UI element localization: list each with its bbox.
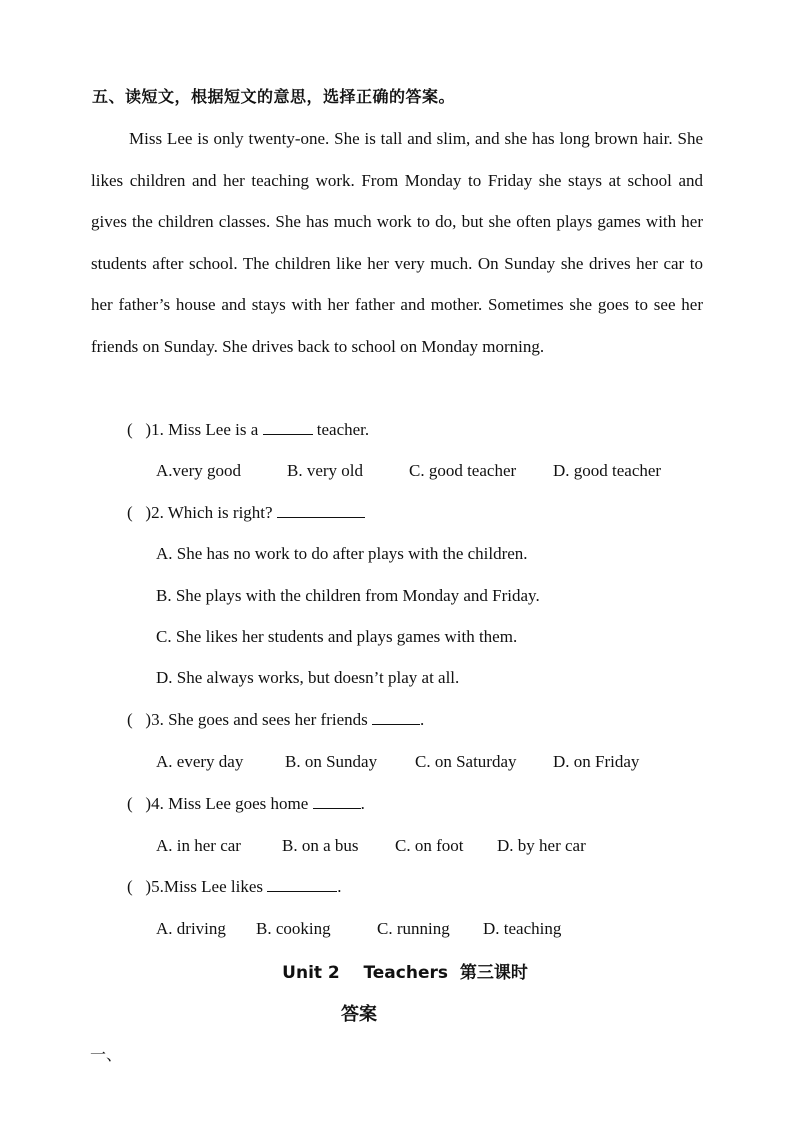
option-c: C. on foot — [395, 836, 464, 855]
answer-blank — [313, 794, 361, 809]
option-a: A.very good — [156, 461, 241, 480]
answer-blank — [263, 420, 313, 435]
question-3 — [127, 710, 424, 730]
question-stem: ( )3. She goes and sees her friends — [127, 710, 373, 729]
question-1 — [127, 420, 369, 440]
option-c: C. running — [377, 919, 450, 938]
question-stem: ( )1. Miss Lee is a — [127, 420, 263, 439]
option-d: D. on Friday — [553, 752, 640, 771]
question-4 — [127, 794, 365, 814]
option-a: A. driving — [156, 919, 226, 938]
question-5 — [127, 877, 341, 897]
option-b: B. on Sunday — [285, 752, 378, 771]
answer-blank — [277, 503, 365, 518]
option-b: B. on a bus — [282, 836, 359, 855]
question-stem: ( )5.Miss Lee likes — [127, 877, 268, 896]
option-a: A. every day — [156, 752, 244, 771]
option-c: C. on Saturday — [415, 752, 517, 771]
question-2-option-d: D. She always works, but doesn’t play at all. — [156, 668, 460, 687]
unit-title: Unit 2 Teachers 第三课时 — [282, 963, 528, 983]
option-b: B. cooking — [256, 919, 331, 938]
answer-title: 答案 — [341, 1004, 377, 1025]
question-stem-end: teacher. — [312, 420, 370, 439]
option-d: D. good teacher — [553, 461, 662, 480]
option-d: D. by her car — [497, 836, 586, 855]
option-d: D. teaching — [483, 919, 562, 938]
question-stem: ( )4. Miss Lee goes home — [127, 794, 313, 813]
answer-blank — [372, 710, 420, 725]
question-stem-end: . — [360, 794, 365, 813]
answer-blank — [267, 877, 337, 892]
option-a: A. in her car — [156, 836, 241, 855]
option-b: B. very old — [287, 461, 364, 480]
question-2-option-c: C. She likes her students and plays games with them. — [156, 627, 518, 646]
question-2 — [127, 503, 365, 523]
option-c: C. good teacher — [409, 461, 517, 480]
answer-part-one-label: 一、 — [90, 1045, 123, 1064]
reading-passage: Miss Lee is only twenty-one. She is tall and slim, and she has long brown hair. She likes children and her teaching work. From Monday to Friday she stays at school and gives the children classes. She has much work to do, but she often plays games with her students after school. The children like her very much. On Sunday she drives her car to her father’s house and stays with her father and mother. Sometimes she goes to see her friends on Sunday. She drives back to school on Monday morning. — [91, 129, 703, 356]
question-stem: ( )2. Which is right? — [127, 503, 277, 522]
question-2-option-b: B. She plays with the children from Monday and Friday. — [156, 586, 540, 605]
section-title: 五、读短文，根据短文的意思，选择正确的答案。 — [92, 87, 456, 106]
question-2-option-a: A. She has no work to do after plays with the children. — [156, 544, 528, 563]
question-stem-end: . — [420, 710, 425, 729]
question-stem-end: . — [337, 877, 342, 896]
